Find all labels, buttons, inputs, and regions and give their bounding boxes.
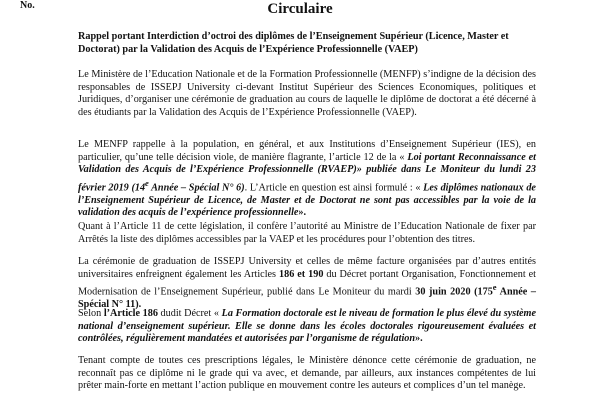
para5-text-2: dudit Décret « bbox=[157, 308, 219, 319]
quote-close: ». bbox=[298, 207, 307, 219]
article-quote: Les diplômes nationaux de l’Enseignement Supérieur de Licence, de Master et de Doctorat ne sont pas accessibles par la voie de la validation des acquis de l’expérience professionnelle bbox=[78, 182, 536, 219]
para2-text: Le MENFP rappelle à la population, en général, et aux Institutions d’Enseignement Supérieur (IES), en particulier, qu’une telle décision viole, de manière flagrante, l’article 12 de la « bbox=[78, 139, 536, 163]
para4-text: La cérémonie de graduation de ISSEPJ University et celles de même facture organisées par d’autres entités universitaires enfreignent également les Articles bbox=[78, 256, 536, 280]
ordinal-suffix: e bbox=[145, 177, 149, 188]
law-title: Loi portant Reconnaissance et Validation des Acquis de l’Expérience Professionnelle (RVAEP)» publiée dans Le Moniteur du lundi 23 février 2019 ( bbox=[78, 151, 536, 194]
paragraph-2 bbox=[78, 139, 536, 220]
paragraph-5 bbox=[78, 308, 536, 346]
reference-label: No. bbox=[20, 0, 35, 11]
quote-close-2: ». bbox=[415, 333, 423, 345]
paragraph-3: Quant à l’Article 11 de cette législation, il confère l’autorité au Ministre de l’Education Nationale de fixer par Arrêtés la liste des diplômes accessibles par la VAEP et les procédures pour l’obtention des titres. bbox=[78, 221, 536, 245]
para2-text-2: . L’Article en question est ainsi formulé : « bbox=[244, 182, 421, 194]
article-186-ref: l’Article 186 bbox=[103, 308, 158, 319]
document-title: Circulaire bbox=[267, 1, 333, 17]
issue-number-2: Année – Spécial N° 11). bbox=[78, 286, 536, 311]
paragraph-6: Tenant compte de toutes ces prescriptions légales, le Ministère dénonce cette cérémonie de graduation, ne reconnaît pas ce diplôme ni le grade qui va avec, et demande, par ailleurs, aux instances compétentes de lui prêter main-forte en mettant l’action publique en mouvement contre les auteurs et complices d’un tel manège. bbox=[78, 355, 536, 392]
ordinal-suffix-2: e bbox=[492, 282, 497, 293]
paragraph-4 bbox=[78, 256, 536, 312]
para4-text-2: du Décret portant Organisation, Fonctionnement et Modernisation de l’Enseignement Supérieur, publié dans Le Moniteur du mardi bbox=[78, 268, 536, 298]
publication-date: 30 juin 2020 (175 bbox=[415, 286, 493, 298]
year-number: 14 bbox=[134, 182, 146, 194]
para5-text: Selon bbox=[78, 308, 104, 319]
paragraph-1: Le Ministère de l’Education Nationale et de la Formation Professionnelle (MENFP) s’indigne de la décision des responsables de ISSEPJ University ci-devant Institut Supérieur des Sciences Economiques, politiques et Juridiques, d’organiser une cérémonie de graduation au cours de laquelle le diplôme de doctorat a été décerné à des étudiants par la Validation des Acquis de l’Expérience Professionnelle (VAEP). bbox=[78, 69, 536, 118]
document-subject: Rappel portant Interdiction d’octroi des diplômes de l’Enseignement Supérieur (Licence, Master et Doctorat) par la Validation des Acquis de l’Expérience Professionnelle (VAEP) bbox=[78, 31, 509, 55]
issue-number: Année – Spécial N° 6) bbox=[148, 182, 245, 194]
articles-ref: 186 et 190 bbox=[279, 268, 324, 280]
decree-quote: La Formation doctorale est le niveau de formation le plus élevé du système national d’enseignement supérieur. Elle se donne dans les écoles doctorales rigoureusement évaluées et contrôlées, régulièrement mandatées et autorisées par l’organisme de régulation bbox=[78, 308, 536, 345]
